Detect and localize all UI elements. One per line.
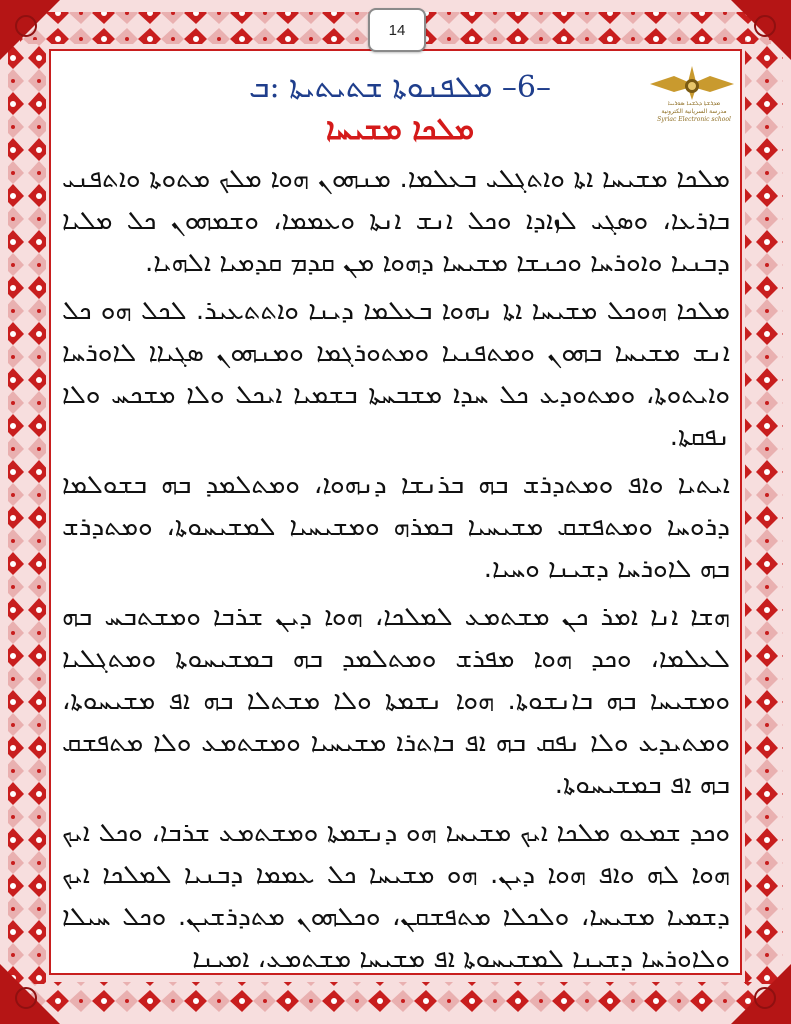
paragraph: ܘܟܕ ܫܡܥܘ ܡܠܟܐ ܐܝܟ ܡܫܝܚܐ ܗܘ ܕܢܫܡܬܐ ܘܡܫܬܡܥ ܫܪܒܐ، ܘܟܠ ܐܝܟ ܗܘܐ ܠܗ ܘܐܦ ܗܘܐ ܕܝܢ. ܗܘ ܡܫܝܚܐ ܟܠ ܥܡܡܐ ܕܒܢܝܐ ܠܡܠܟܐ ܐܝܟ ܕܫܡܝܐ ܡܫܝܚܐ، ܘܠܟܠܐ ܡܬܦܫܩܢ، ܘܟܠܗܘܢ ܡܬܕܪܫܝܢ. ܘܟܠ ܚܝܠܐ ܘܠܐܘܪܚܐ ܕܫܝܢܐ ܠܡܫܝܚܘܬܐ ܐܦ ܡܫܝܚܐ ܡܫܬܡܥ، ܐܡܝܢܐ xyxy=(62,818,730,974)
lesson-title: ܡܠܟܐ ܡܫܝܚܐ xyxy=(325,112,475,147)
body-text xyxy=(62,158,730,986)
paragraph: ܐܝܬܝܐ ܘܐܦ ܘܡܬܕܪܫ ܒܗ ܒܪܢܫܐ ܕܢܗܘܐ، ܘܡܬܠܡܕ ܒܗ ܒܫܘܠܡܐ ܕܪܘܚܐ ܘܡܬܦܫܩ ܡܫܝܚܝܐ ܒܡܪܗ ܘܡܫܝܚܝܐ ܠܡܫܝܚܘܬܐ، ܘܡܬܕܪܫ ܒܗ ܠܐܘܪܚܐ ܕܫܝܢܐ ܘܚܝܐ. xyxy=(62,470,730,584)
logo-caption xyxy=(650,100,738,124)
logo-caption-english: Syriac Electronic school xyxy=(657,116,731,123)
lesson-heading: –6– ܡܠܦܢܘܬܐ ܫܬܝܬܝܬܐ :ܒ xyxy=(248,70,551,105)
logo-caption-syriac: ܡܕܪܫܬܐ ܕܠܫܢܐ ܣܘܪܝܝܐ xyxy=(667,100,721,107)
paragraph: ܗܫܐ ܐܢܐ ܐܡܪ ܟܢ ܡܫܬܡܥ ܠܡܠܟܐ، ܗܘܐ ܕܝܢ ܫܪܒܐ ܘܡܫܬܒܚ ܒܗ ܠܥܠܡܐ، ܘܟܕ ܗܘܐ ܡܦܪܫ ܘܡܬܠܡܕ ܒܗ ܒܡܫܝܚܘܬܐ ܘܡܬܓܠܝܐ ܘܡܫܝܚܐ ܒܗ ܒܐܢܫܘܬܐ. ܗܘܐ ܢܫܡܬܐ ܘܠܐ ܡܫܬܠܐ ܒܗ ܐܦ ܡܫܝܚܘܬܐ، ܘܡܬܝܕܥ ܘܠܐ ܢܦܩ ܒܗ ܐܦ ܒܐܬܪܐ ܡܫܝܚܝܐ ܘܡܫܬܡܥ ܘܠܐ ܡܬܦܫܩ ܒܗ ܐܦ ܒܡܫܝܚܘܬܐ. xyxy=(62,602,730,800)
logo-caption-arabic: مدرسة السريانية الكترونية xyxy=(661,108,727,115)
page-number: 14 xyxy=(368,8,426,52)
paragraph: ܡܠܟܐ ܗܘܟܠ ܡܫܝܚܐ ܐܬܐ ܢܗܘܐ ܒܥܠܡܐ ܕܝܢܐ ܘܐܬܬܥܝܪ. ܠܟܠ ܗܘ ܟܠ ܐܢܫ ܡܫܝܚܐ ܒܗܘܢ ܘܡܬܦܢܝܐ ܘܡܬܘܪܓܡܐ ܘܡܢܗܘܢ ܣܓܝܐܐ ܠܐܘܪܚܐ ܘܐܝܬܘܬܐ، ܘܡܬܘܕܥ ܟܠ ܚܕܐ ܡܫܒܚܬܐ ܒܫܡܝܐ ܐܝܟܠ ܘܠܐ ܡܫܟܚ ܘܠܐ ܢܦܩܬܐ. xyxy=(62,296,730,452)
paragraph: ܡܠܟܐ ܡܫܝܚܐ ܐܬܐ ܘܐܬܓܠܝ ܒܥܠܡܐ. ܡܢܗܘܢ ܗܘܐ ܡܠܟ ܡܬܘܬܐ ܘܐܬܦܢܝ ܒܐܪܥܐ، ܘܣܓܝ ܠܙܐܕܐ ܘܟܠ ܐܢܫ ܐܢܬܐ ܘܥܡܡܐ، ܘܫܡܗܘܢ ܟܠ ܡܠܝܐ ܕܒܢܝܐ ܘܐܘܪܚܐ ܘܟܢܫܐ ܡܫܝܚܐ ܕܗܘܐ ܡܢ ܩܕܡ ܩܕܡܝܐ ܐܠܗܝܐ. xyxy=(62,164,730,278)
